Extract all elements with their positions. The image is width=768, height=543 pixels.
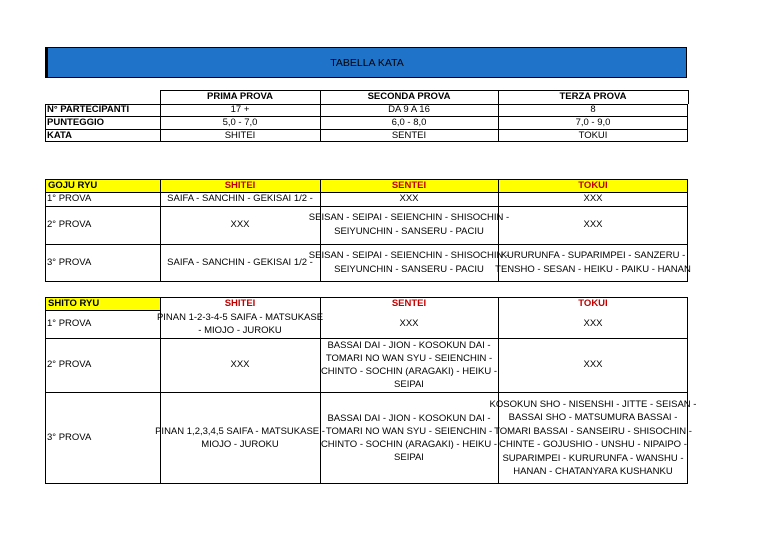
summary-label-score: PUNTEGGIO (47, 116, 105, 128)
shito-cell: XXX (399, 318, 419, 329)
shito-round-label: 1° PROVA (47, 318, 92, 329)
shito-cell (156, 310, 324, 338)
summary-label-participants: N° PARTECIPANTI (47, 104, 130, 115)
cell-line: TOMARI BASSAI - SANSEIRU - SHISOCHIN - (494, 425, 692, 437)
divider (688, 90, 689, 104)
goju-tokui-header: TOKUI (578, 180, 608, 191)
goju-sentei-header: SENTEI (391, 180, 427, 191)
cell-line: KOSOKUN SHO - NISENSHI - JITTE - SEISAN - (489, 398, 697, 410)
header-seconda-prova: SECONDA PROVA (367, 91, 451, 102)
header-prima-prova: PRIMA PROVA (207, 91, 273, 102)
summary-cell: 7,0 - 9,0 (575, 116, 611, 128)
cell-line: HANAN - CHATANYARA KUSHANKU (513, 466, 673, 477)
cell-line: SUPARIMPEI - KURURUNFA - WANSHU - (502, 452, 684, 464)
cell-line: TENSHO - SESAN - HEIKU - PAIKU - HANAN (495, 264, 691, 275)
cell-line: SEIYUNCHIN - SANSERU - PACIU (334, 226, 484, 237)
shito-cell (489, 392, 697, 484)
summary-cell: TOKUI (578, 129, 608, 141)
summary-label-kata: KATA (47, 129, 72, 141)
summary-cell: SENTEI (391, 129, 427, 141)
summary-cell: 6,0 - 8,0 (391, 116, 427, 128)
divider (160, 90, 688, 91)
cell-line: KURURUNFA - SUPARIMPEI - SANZERU - (500, 250, 686, 261)
shito-cell (320, 338, 498, 392)
cell-line: SEIPAI (394, 379, 424, 390)
goju-ryu-label: GOJU RYU (48, 180, 98, 191)
summary-cell: DA 9 A 16 (388, 104, 430, 115)
cell-line: - MIOJO - JUROKU (198, 325, 282, 336)
goju-shitei-header: SHITEI (224, 180, 256, 191)
cell-line: BASSAI SHO - MATSUMURA BASSAI - (508, 412, 678, 423)
cell-line: TOMARI NO WAN SYU - SEIENCHIN - (325, 353, 493, 364)
shito-round-label: 3° PROVA (47, 432, 92, 443)
summary-cell: 5,0 - 7,0 (222, 116, 258, 128)
goju-cell: XXX (399, 193, 419, 204)
shito-round-label: 2° PROVA (47, 359, 92, 370)
cell-line: SEIPAI (394, 452, 424, 463)
shito-cell: XXX (230, 359, 250, 370)
summary-cell: SHITEI (224, 129, 256, 141)
cell-line: SEISAN - SEIPAI - SEIENCHIN - SHISOCHIN - (308, 212, 510, 223)
cell-line: SEISAN - SEIPAI - SEIENCHIN - SHISOCHIN - (308, 250, 510, 261)
shito-cell (320, 392, 498, 484)
shito-ryu-label: SHITO RYU (48, 298, 100, 309)
cell-line: MIOJO - JUROKU (201, 439, 279, 450)
goju-cell: XXX (583, 219, 603, 230)
cell-line: CHINTO - SOCHIN (ARAGAKI) - HEIKU - (320, 366, 498, 377)
shito-cell (155, 392, 325, 484)
shito-sentei-header: SENTEI (391, 298, 427, 309)
summary-cell: 17 + (230, 104, 250, 115)
cell-line: CHINTO - SOCHIN (ARAGAKI) - HEIKU - (320, 439, 498, 450)
cell-line: CHINTE - GOJUSHIO - UNSHU - NIPAIPO - (499, 439, 687, 450)
table-title: TABELLA KATA (45, 47, 687, 78)
goju-round-label: 1° PROVA (47, 193, 92, 204)
cell-line: BASSAI DAI - JION - KOSOKUN DAI - (327, 413, 491, 424)
shito-shitei-header: SHITEI (224, 298, 256, 309)
cell-line: PINAN 1,2,3,4,5 SAIFA - MATSUKASE - (155, 426, 325, 437)
goju-cell (308, 244, 510, 282)
goju-round-label: 3° PROVA (47, 257, 92, 268)
summary-cell: 8 (590, 104, 596, 115)
cell-line: BASSAI DAI - JION - KOSOKUN DAI - (327, 340, 491, 351)
shito-cell: XXX (583, 359, 603, 370)
goju-cell: XXX (583, 193, 603, 204)
shito-cell: XXX (583, 318, 603, 329)
cell-line: TOMARI NO WAN SYU - SEIENCHIN - (325, 426, 493, 437)
goju-cell: XXX (230, 219, 250, 230)
goju-cell: SAIFA - SANCHIN - GEKISAI 1/2 - (167, 193, 313, 204)
header-terza-prova: TERZA PROVA (559, 91, 627, 102)
goju-cell (308, 206, 510, 244)
cell-line: SEIYUNCHIN - SANSERU - PACIU (334, 264, 484, 275)
goju-cell (495, 244, 691, 282)
shito-tokui-header: TOKUI (578, 298, 608, 309)
goju-round-label: 2° PROVA (47, 219, 92, 230)
cell-line: PINAN 1-2-3-4-5 SAIFA - MATSUKASE (156, 312, 324, 323)
goju-cell: SAIFA - SANCHIN - GEKISAI 1/2 - (167, 257, 313, 268)
